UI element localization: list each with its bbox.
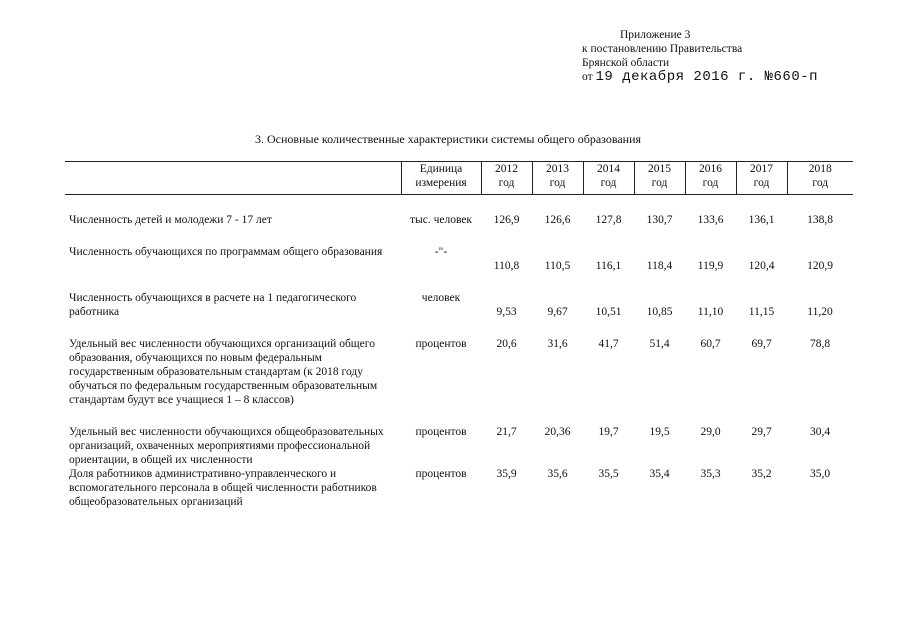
table-row [65, 425, 853, 467]
appendix-date-prefix: от [582, 71, 593, 83]
header-year-value: 2017 [750, 163, 773, 175]
row-value-2012: 35,9 [496, 468, 517, 480]
row-value-2018: 120,9 [807, 260, 833, 272]
header-year-value: 2012 [495, 163, 518, 175]
row-unit: процентов [415, 468, 467, 480]
row-value-2016: 119,9 [697, 260, 724, 272]
row-label: Удельный вес численности обучающихся организаций общего образования, обучающихся по новым федеральным государственным образовательным стандартам (к 2018 году обучаться по федеральным государственным образовательным стандартам будут все учащиеся 1 – 8 классов) [69, 338, 378, 406]
row-value-2013: 31,6 [547, 338, 568, 350]
table-spacer [65, 319, 853, 337]
row-unit: человек [421, 292, 461, 304]
header-unit-line1: Единица [419, 163, 463, 175]
header-year-2012 [481, 162, 532, 195]
row-value-2018: 30,4 [809, 426, 831, 438]
table-spacer [65, 195, 853, 214]
section-title: 3. Основные количественные характеристики системы общего образования [255, 132, 642, 146]
appendix-region: Брянской области [582, 57, 670, 69]
row-unit: процентов [415, 338, 467, 350]
row-value-2018: 138,8 [807, 214, 833, 226]
header-year-2014 [583, 162, 634, 195]
row-value-2013: 35,6 [547, 468, 568, 480]
row-value-2017: 11,15 [748, 306, 775, 318]
row-unit: процентов [415, 426, 467, 438]
row-value-2012: 20,6 [496, 338, 517, 350]
row-value-2015: 10,85 [646, 306, 673, 318]
row-value-2013: 20,36 [544, 426, 571, 438]
appendix-block [582, 28, 818, 84]
table-spacer [65, 407, 853, 425]
row-value-2014: 41,7 [598, 338, 619, 350]
row-value-2016: 35,3 [700, 468, 721, 480]
header-year-suffix: год [498, 177, 515, 189]
header-year-value: 2015 [648, 163, 671, 175]
header-year-2016 [685, 162, 736, 195]
row-value-2018: 35,0 [809, 468, 831, 480]
row-value-2018: 11,20 [807, 306, 833, 318]
row-value-2017: 120,4 [748, 260, 775, 272]
row-value-2012: 110,8 [493, 260, 520, 272]
header-year-suffix: год [753, 177, 770, 189]
row-value-2015: 19,5 [649, 426, 670, 438]
row-value-2014: 19,7 [598, 426, 619, 438]
row-value-2014: 35,5 [598, 468, 619, 480]
table-row [65, 213, 853, 227]
header-year-suffix: год [651, 177, 668, 189]
header-year-2018 [787, 162, 853, 195]
row-value-2016: 11,10 [697, 306, 724, 318]
table-spacer [65, 227, 853, 245]
table-row [65, 245, 853, 273]
header-indicator [65, 162, 401, 195]
header-year-value: 2018 [808, 163, 832, 175]
table-row [65, 291, 853, 319]
row-label: Численность обучающихся в расчете на 1 педагогического работника [69, 292, 357, 318]
row-value-2016: 29,0 [700, 426, 721, 438]
row-value-2013: 110,5 [544, 260, 571, 272]
header-year-2017 [736, 162, 787, 195]
header-year-2013 [532, 162, 583, 195]
row-value-2017: 29,7 [751, 426, 772, 438]
row-value-2015: 130,7 [646, 214, 673, 226]
header-year-suffix: год [812, 177, 829, 189]
header-year-value: 2014 [597, 163, 620, 175]
row-value-2012: 126,9 [493, 214, 520, 226]
header-year-2015 [634, 162, 685, 195]
characteristics-table [65, 161, 853, 509]
header-year-suffix: год [702, 177, 719, 189]
row-value-2016: 133,6 [697, 214, 724, 226]
header-unit [401, 162, 481, 195]
table-header-row [65, 162, 853, 195]
row-label: Удельный вес численности обучающихся общеобразовательных организаций, охваченных мероприятиями профессиональной ориентации, в общей их численности [69, 426, 384, 466]
row-value-2014: 127,8 [595, 214, 622, 226]
row-label: Численность обучающихся по программам общего образования [69, 246, 383, 258]
appendix-date-line [582, 70, 818, 84]
header-year-value: 2016 [699, 163, 722, 175]
header-year-value: 2013 [546, 163, 569, 175]
header-year-suffix: год [600, 177, 617, 189]
row-value-2017: 35,2 [751, 468, 772, 480]
row-label: Доля работников административно-управленческого и вспомогательного персонала в общей численности работников общеобразовательных организаций [69, 468, 377, 508]
row-unit: тыс. человек [409, 214, 473, 226]
row-unit: -"- [434, 246, 448, 258]
row-value-2013: 9,67 [547, 306, 568, 318]
row-value-2012: 9,53 [496, 306, 517, 318]
row-value-2017: 136,1 [748, 214, 775, 226]
row-value-2014: 10,51 [595, 306, 622, 318]
row-value-2014: 116,1 [595, 260, 622, 272]
row-value-2015: 51,4 [649, 338, 670, 350]
header-unit-line2: измерения [415, 177, 467, 189]
table-row [65, 337, 853, 407]
appendix-date-stamp: 19 декабря 2016 г. №660-п [595, 69, 819, 85]
row-value-2015: 35,4 [649, 468, 670, 480]
table-spacer [65, 273, 853, 291]
row-value-2015: 118,4 [646, 260, 673, 272]
row-value-2017: 69,7 [751, 338, 772, 350]
appendix-number: Приложение 3 [620, 29, 691, 41]
row-value-2016: 60,7 [700, 338, 721, 350]
row-value-2013: 126,6 [544, 214, 571, 226]
appendix-decree: к постановлению Правительства [582, 43, 743, 55]
row-value-2012: 21,7 [496, 426, 517, 438]
row-label: Численность детей и молодежи 7 - 17 лет [69, 214, 272, 226]
table-row [65, 467, 853, 509]
header-year-suffix: год [549, 177, 566, 189]
row-value-2018: 78,8 [809, 338, 831, 350]
